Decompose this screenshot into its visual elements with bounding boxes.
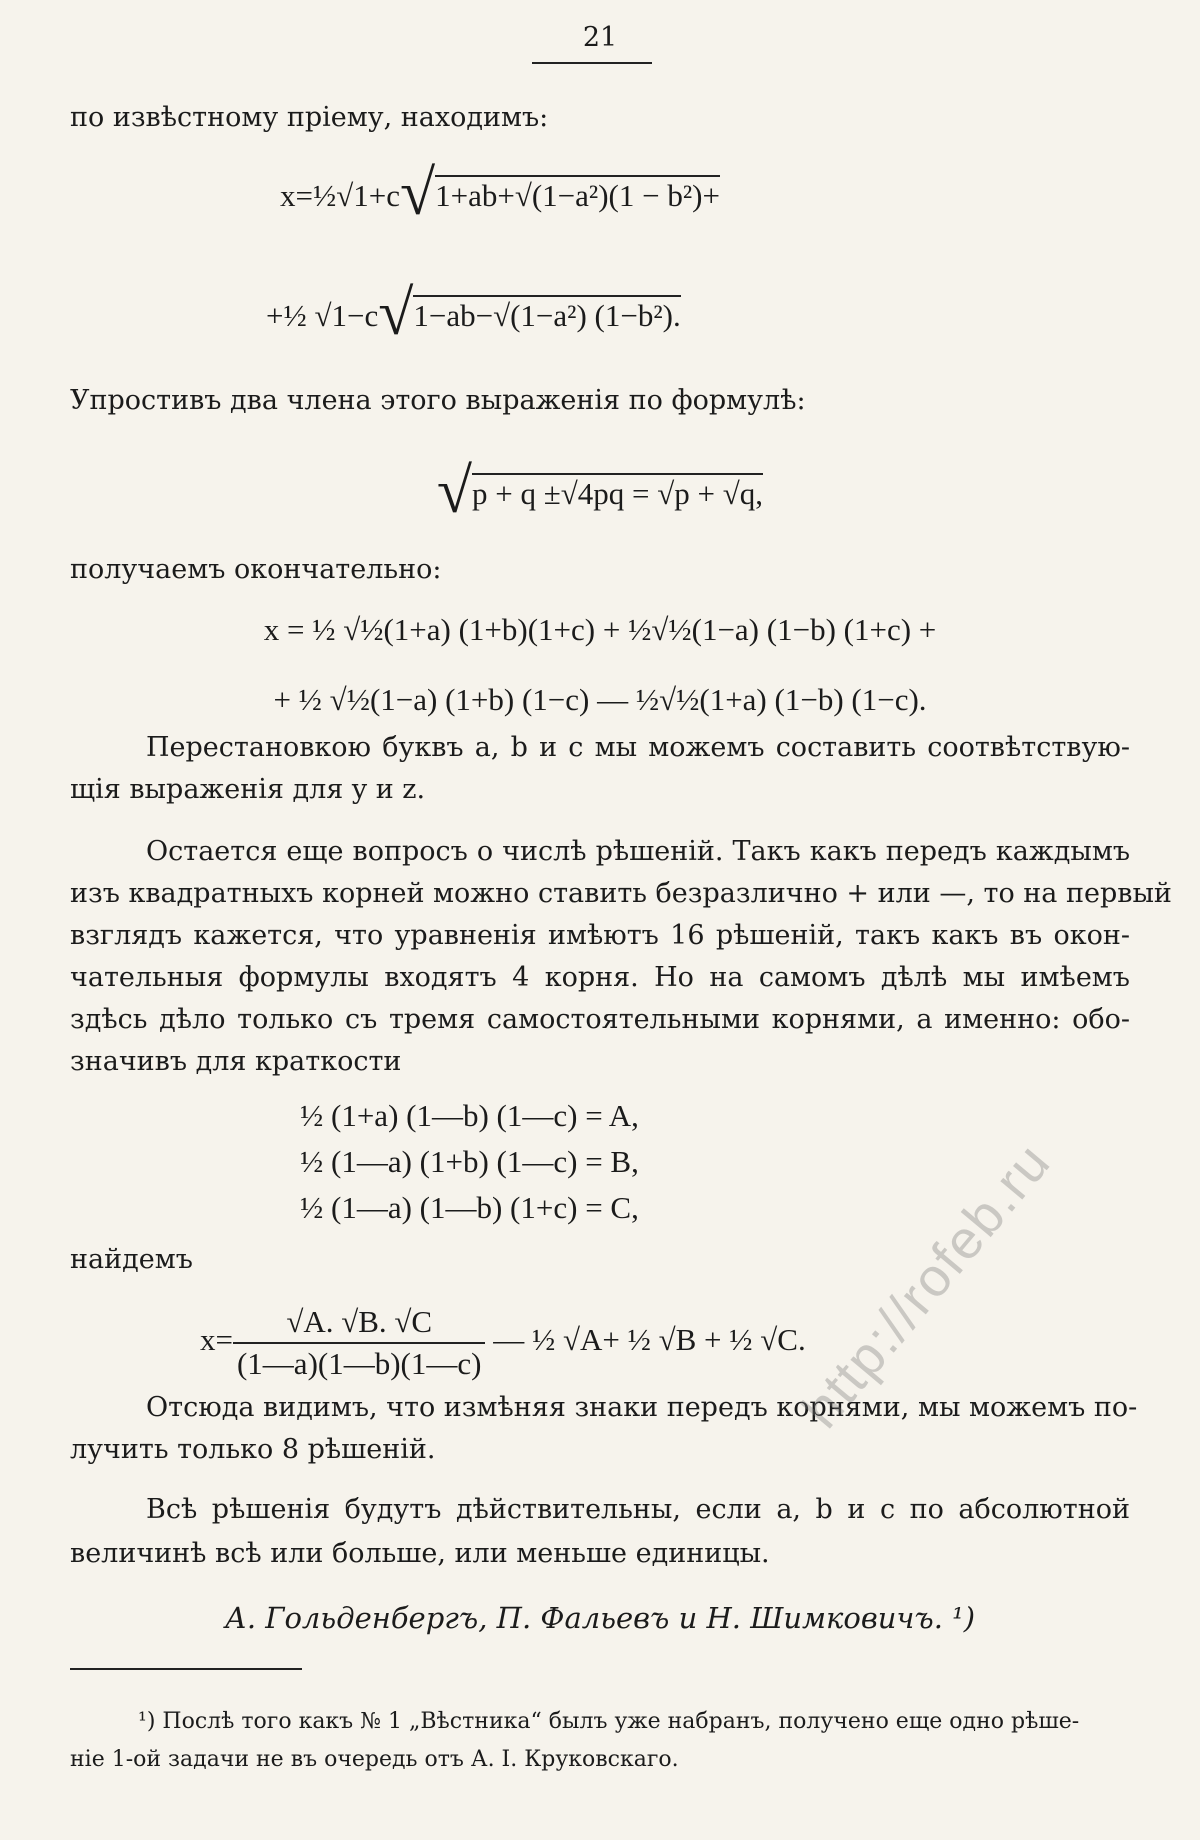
definition-c: ½ (1—a) (1—b) (1+c) = C,	[300, 1190, 639, 1225]
fraction-denominator: (1—a)(1—b)(1—c)	[236, 1346, 482, 1381]
page-number: 21	[582, 22, 618, 53]
formula-x-compact-rest: — ½ √A+ ½ √B + ½ √C.	[493, 1322, 806, 1358]
paragraph-question-6: значивъ для краткости	[70, 1046, 402, 1077]
fraction-numerator: √A. √B. √C	[233, 1302, 485, 1344]
formula-x-part2-lhs: +½ √1−c	[266, 298, 379, 333]
radical-sign: √	[436, 455, 473, 526]
definition-a: ½ (1+a) (1—b) (1—c) = A,	[300, 1098, 639, 1133]
formula-simplification-body: p + q ±√4pq = √p + √q,	[472, 473, 763, 511]
formula-x-compact	[200, 1302, 1100, 1384]
radical-sign: √	[400, 157, 436, 228]
paragraph-permute-1: Перестановкою буквъ a, b и c мы можемъ составить соотвѣтствую-	[146, 732, 1130, 763]
radical-sign: √	[378, 277, 414, 348]
formula-x-part1-lhs: x=½√1+c	[280, 178, 400, 213]
paragraph-find: найдемъ	[70, 1244, 193, 1275]
formula-x-compact-lhs: x=	[200, 1322, 233, 1358]
paragraph-result: получаемъ окончательно:	[70, 554, 442, 585]
formula-x-final-2: + ½ √½(1−a) (1+b) (1−c) — ½√½(1+a) (1−b) (1−c).	[273, 682, 927, 717]
formula-simplification	[0, 455, 1200, 526]
footnote-line-1: ¹) Послѣ того какъ № 1 „Вѣстника“ былъ уже набранъ, получено еще одно рѣше-	[138, 1709, 1080, 1734]
paragraph-hence-2: лучить только 8 рѣшеній.	[70, 1434, 436, 1465]
paragraph-simplify: Упростивъ два члена этого выраженія по формулѣ:	[70, 385, 806, 416]
paragraph-hence-1: Отсюда видимъ, что измѣняя знаки передъ корнями, мы можемъ по-	[146, 1392, 1138, 1423]
definition-b: ½ (1—a) (1+b) (1—c) = B,	[300, 1144, 639, 1179]
formula-x-part2-radicand: 1−ab−√(1−a²) (1−b²).	[413, 295, 680, 333]
footnote-rule	[70, 1668, 302, 1670]
watermark: http://rofeb.ru	[790, 1131, 1063, 1440]
signature: А. Гольденбергъ, П. Фальевъ и Н. Шимковичъ. ¹)	[224, 1601, 976, 1635]
formula-x-part1	[280, 157, 980, 228]
paragraph-permute-2: щія выраженія для y и z.	[70, 774, 426, 805]
paragraph-real-2: величинѣ всѣ или больше, или меньше единицы.	[70, 1538, 770, 1569]
paragraph-intro: по извѣстному пріему, находимъ:	[70, 102, 549, 133]
page-number-rule	[532, 62, 652, 64]
formula-x-part2	[266, 277, 966, 348]
formula-x-part1-radicand: 1+ab+√(1−a²)(1 − b²)+	[435, 175, 720, 213]
paragraph-question-1: Остается еще вопросъ о числѣ рѣшеній. Такъ какъ передъ каждымъ	[146, 836, 1130, 867]
paragraph-question-2: изъ квадратныхъ корней можно ставить безразлично + или —, то на первый	[70, 878, 1172, 909]
footnote-line-2: ніе 1-ой задачи не въ очередь отъ А. І. Круковскаго.	[70, 1747, 679, 1772]
fraction	[233, 1302, 485, 1384]
paragraph-question-3: взглядъ кажется, что уравненія имѣютъ 16 рѣшеній, такъ какъ въ окон-	[70, 920, 1130, 951]
paragraph-question-4: чательныя формулы входятъ 4 корня. Но на самомъ дѣлѣ мы имѣемъ	[70, 962, 1130, 993]
paragraph-real-1: Всѣ рѣшенія будутъ дѣйствительны, если a, b и c по абсолютной	[146, 1494, 1130, 1525]
formula-x-final-1: x = ½ √½(1+a) (1+b)(1+c) + ½√½(1−a) (1−b) (1+c) +	[263, 612, 937, 647]
paragraph-question-5: здѣсь дѣло только съ тремя самостоятельными корнями, а именно: обо-	[70, 1004, 1130, 1035]
